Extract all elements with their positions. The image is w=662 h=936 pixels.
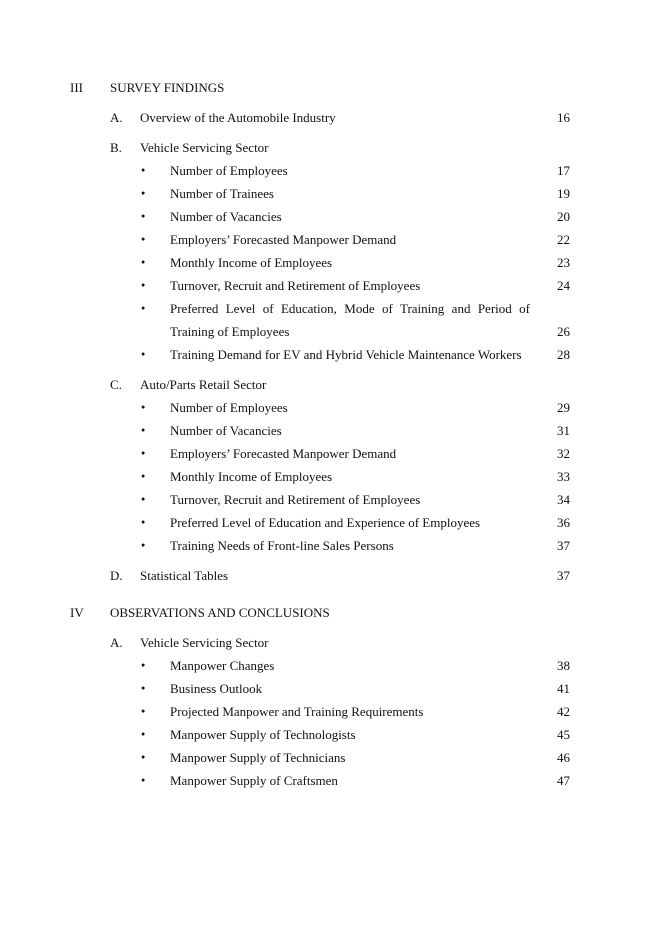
toc-list-item[interactable] — [0, 488, 662, 511]
toc-list-item[interactable] — [0, 343, 662, 366]
toc-list-item[interactable] — [0, 442, 662, 465]
toc-list-item[interactable] — [0, 654, 662, 677]
toc-list-item[interactable] — [0, 511, 662, 534]
item-title: Training Demand for EV and Hybrid Vehicle Maintenance Workers — [170, 347, 522, 362]
item-title: Number of Trainees — [170, 186, 274, 201]
page-number: 41 — [557, 681, 570, 696]
subsection-title: Overview of the Automobile Industry — [140, 110, 336, 125]
bullet-icon: ● — [141, 189, 146, 197]
subsection-entry[interactable] — [0, 373, 662, 396]
subsection-letter: B. — [110, 140, 122, 155]
toc-list-item[interactable] — [0, 534, 662, 557]
item-title: Number of Vacancies — [170, 423, 282, 438]
item-title: Turnover, Recruit and Retirement of Employees — [170, 278, 421, 293]
bullet-icon: ● — [141, 776, 146, 784]
toc-list-item[interactable] — [0, 419, 662, 442]
item-title-line1: Preferred Level of Education, Mode of Training and Period of — [170, 301, 530, 316]
item-title: Number of Employees — [170, 163, 288, 178]
bullet-icon: ● — [141, 518, 146, 526]
subsection-title: Vehicle Servicing Sector — [140, 635, 269, 650]
item-title: Employers’ Forecasted Manpower Demand — [170, 232, 397, 247]
subsection-title: Statistical Tables — [140, 568, 229, 583]
item-title-line2: Training of Employees — [170, 324, 290, 339]
toc-list-item[interactable] — [0, 465, 662, 488]
page-number: 32 — [557, 446, 570, 461]
page-number: 17 — [557, 163, 570, 178]
item-title: Business Outlook — [170, 681, 263, 696]
page-number: 16 — [557, 110, 570, 125]
toc-list-item[interactable] — [0, 677, 662, 700]
subsection-entry[interactable] — [0, 136, 662, 159]
page-number: 23 — [557, 255, 570, 270]
toc-list-item[interactable] — [0, 182, 662, 205]
page-number: 31 — [557, 423, 570, 438]
page-number: 38 — [557, 658, 570, 673]
toc-list-item[interactable] — [0, 159, 662, 182]
toc-list-item[interactable] — [0, 251, 662, 274]
bullet-icon: ● — [141, 707, 146, 715]
bullet-icon: ● — [141, 472, 146, 480]
section-heading — [0, 601, 662, 624]
toc-list-item[interactable] — [0, 396, 662, 419]
page-number: 37 — [557, 538, 570, 553]
item-title: Monthly Income of Employees — [170, 255, 333, 270]
subsection-title: Auto/Parts Retail Sector — [140, 377, 267, 392]
item-title — [170, 297, 530, 343]
page-number: 37 — [557, 568, 570, 583]
subsection-letter: C. — [110, 377, 122, 392]
subsection-title: Vehicle Servicing Sector — [140, 140, 269, 155]
section-number: IV — [70, 605, 84, 620]
item-title: Monthly Income of Employees — [170, 469, 333, 484]
page-number: 47 — [557, 773, 570, 788]
toc-list-item[interactable] — [0, 297, 662, 343]
bullet-icon: ● — [141, 541, 146, 549]
item-title: Number of Employees — [170, 400, 288, 415]
toc-list-item[interactable] — [0, 746, 662, 769]
subsection-letter: D. — [110, 568, 123, 583]
item-title: Manpower Supply of Technicians — [170, 750, 346, 765]
item-title: Training Needs of Front-line Sales Persons — [170, 538, 394, 553]
bullet-icon: ● — [141, 403, 146, 411]
bullet-icon: ● — [141, 495, 146, 503]
bullet-icon: ● — [141, 235, 146, 243]
page-number: 36 — [557, 515, 570, 530]
bullet-icon: ● — [141, 426, 146, 434]
bullet-icon: ● — [141, 661, 146, 669]
page-number: 22 — [557, 232, 570, 247]
page-number: 42 — [557, 704, 570, 719]
item-title: Number of Vacancies — [170, 209, 282, 224]
item-title: Manpower Changes — [170, 658, 275, 673]
item-title: Manpower Supply of Technologists — [170, 727, 356, 742]
bullet-icon: ● — [141, 258, 146, 266]
page-number: 29 — [557, 400, 570, 415]
bullet-icon: ● — [141, 730, 146, 738]
item-title: Manpower Supply of Craftsmen — [170, 773, 338, 788]
bullet-icon: ● — [141, 166, 146, 174]
bullet-icon: ● — [141, 684, 146, 692]
toc-list-item[interactable] — [0, 228, 662, 251]
table-of-contents — [0, 76, 662, 792]
section-title: OBSERVATIONS AND CONCLUSIONS — [110, 605, 330, 620]
page-number: 34 — [557, 492, 570, 507]
section-title: SURVEY FINDINGS — [110, 80, 225, 95]
page-number: 28 — [557, 347, 570, 362]
item-title: Employers’ Forecasted Manpower Demand — [170, 446, 397, 461]
section-heading — [0, 76, 662, 99]
page-number: 24 — [557, 278, 570, 293]
page-number: 45 — [557, 727, 570, 742]
bullet-icon: ● — [141, 350, 146, 358]
item-title: Projected Manpower and Training Requirements — [170, 704, 424, 719]
bullet-icon: ● — [141, 281, 146, 289]
toc-list-item[interactable] — [0, 723, 662, 746]
page-number: 33 — [557, 469, 570, 484]
bullet-icon: ● — [141, 304, 146, 312]
section-number: III — [70, 80, 83, 95]
bullet-icon: ● — [141, 753, 146, 761]
toc-list-item[interactable] — [0, 274, 662, 297]
bullet-icon: ● — [141, 449, 146, 457]
bullet-icon: ● — [141, 212, 146, 220]
item-title: Turnover, Recruit and Retirement of Employees — [170, 492, 421, 507]
subsection-entry[interactable] — [0, 106, 662, 129]
subsection-letter: A. — [110, 635, 123, 650]
subsection-entry[interactable] — [0, 564, 662, 587]
subsection-letter: A. — [110, 110, 123, 125]
toc-list-item[interactable] — [0, 205, 662, 228]
page-number: 20 — [557, 209, 570, 224]
item-title: Preferred Level of Education and Experience of Employees — [170, 515, 481, 530]
page-number: 19 — [557, 186, 570, 201]
subsection-entry[interactable] — [0, 631, 662, 654]
toc-list-item[interactable] — [0, 769, 662, 792]
toc-list-item[interactable] — [0, 700, 662, 723]
page-number: 46 — [557, 750, 570, 765]
page-number: 26 — [557, 324, 570, 339]
